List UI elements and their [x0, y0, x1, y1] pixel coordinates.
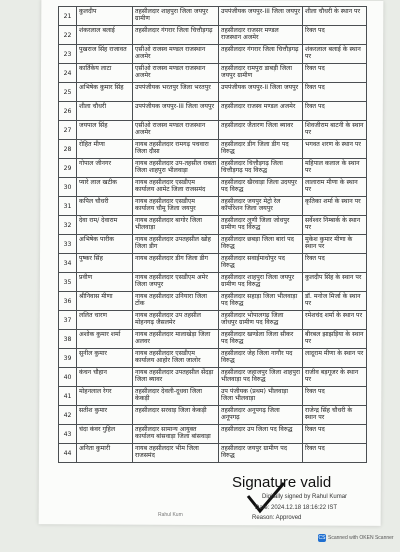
cell-name: कार्तिकेय लाटा [77, 64, 133, 83]
cell-new-post: तहसीलदार छबड़ा जिला बारां पद विरुद्ध [219, 235, 303, 254]
cell-new-post: तहसीलदार सहाड़ा जिला भीलवाड़ा पद विरुद्ध [219, 292, 303, 311]
cell-remark: रिक्त पद [303, 387, 367, 406]
cell-name: सतीश कुमार [77, 406, 133, 425]
cell-current-post: नायब तहसीलदार बागोर जिला भीलवाड़ा [133, 216, 219, 235]
cell-new-post: तहसीलदार भोपालगढ़ जिला जोधपुर ग्रामीण पद विरुद्ध [219, 311, 303, 330]
cell-name: चंदा कंवर गुहिल [77, 425, 133, 444]
cell-number: 37 [59, 311, 77, 330]
cell-name: अभिषेक कुमार सिंह [77, 83, 133, 102]
cell-new-post: उपपंजीयक जयपुर-III जिला जयपुर [219, 7, 303, 26]
cell-number: 36 [59, 292, 77, 311]
cell-number: 24 [59, 64, 77, 83]
cell-current-post: नायब तहसीलदार एसडीएम कार्यालय आमेट जिला राजसमंद [133, 178, 219, 197]
cell-new-post: तहसीलदार सवाईमाधोपुर पद विरुद्ध [219, 254, 303, 273]
signature-date: Date: 2024.12.18 18:16:22 IST [255, 505, 338, 511]
cell-number: 44 [59, 444, 77, 463]
cell-new-post: तहसीलदार उप जिला पद विरुद्ध [219, 425, 303, 444]
cell-new-post: उपपंजीयक जयपुर-II जिला जयपुर [219, 83, 303, 102]
cell-current-post: नायब तहसीलदार भीम जिला राजसमंद [133, 444, 219, 463]
cell-remark: शिवजीराम बाटनी के स्थान पर [303, 121, 367, 140]
cell-name: शीला चौधरी [77, 102, 133, 121]
cell-remark: रिक्त पद [303, 83, 367, 102]
cell-name: अशोक कुमार शर्मा [77, 330, 133, 349]
cell-number: 40 [59, 368, 77, 387]
table-row [59, 330, 367, 349]
cell-new-post: तहसीलदार जैतारण जिला ब्यावर [219, 121, 303, 140]
cell-remark: रिक्त पद [303, 444, 367, 463]
cell-number: 39 [59, 349, 77, 368]
cell-name: गोपाल जीनगर [77, 159, 133, 178]
table-row [59, 406, 367, 425]
cell-remark: रिक्त पद [303, 254, 367, 273]
cell-new-post: तहसीलदार डीग जिला डीग पद विरुद्ध [219, 140, 303, 159]
cell-current-post: नायब तहसीलदार उप तहसील मोहनगढ़ जैसलमेर [133, 311, 219, 330]
cell-remark: महिपाल कलाल के स्थान पर [303, 159, 367, 178]
cell-name: अभिषेक पारीक [77, 235, 133, 254]
cell-current-post: तहसीलदार शाहपुरा जिला जयपुर ग्रामीण [133, 7, 219, 26]
cell-name: कुलदीप [77, 7, 133, 26]
cell-name: पुखराज सिंह राजावत [77, 45, 133, 64]
table-row [59, 45, 367, 64]
cell-current-post: एसीओ राजस्व मण्डल राजस्थान अजमेर [133, 45, 219, 64]
table-row [59, 387, 367, 406]
cell-remark: कुलदीप सिंह के स्थान पर [303, 273, 367, 292]
cell-new-post: तहसीलदार खैरवाड़ा जिला उदयपुर पद विरुद्ध [219, 178, 303, 197]
signature-reason: Reason: Approved [252, 515, 302, 521]
cell-number: 28 [59, 140, 77, 159]
table-row [59, 178, 367, 197]
cell-remark: भगवत शरण के स्थान पर [303, 140, 367, 159]
table-row [59, 254, 367, 273]
cell-remark: लालाराम मीणा के स्थान पर [303, 178, 367, 197]
cell-remark: सर्वेश्वर निम्बार्क के स्थान पर [303, 216, 367, 235]
cell-new-post: तहसीलदार जेह जिला नागौर पद विरुद्ध [219, 349, 303, 368]
cell-current-post: तहसीलदार सामान्य आयुक्त कार्यालय बांसवाड़ा जिला बांसवाड़ा [133, 425, 219, 444]
cell-number: 22 [59, 26, 77, 45]
cell-name: देवा राम/ देवाराम [77, 216, 133, 235]
cell-number: 29 [59, 159, 77, 178]
cell-new-post: तहसीलदार चित्तौड़गढ़ जिला चित्तौड़गढ़ पद विरुद्ध [219, 159, 303, 178]
cell-remark: बीरबल झाझड़िया के स्थान पर [303, 330, 367, 349]
cell-current-post: नायब तहसीलदार रामगढ़ पचवारा जिला दौसा [133, 140, 219, 159]
cell-name: अनिता कुमारी [77, 444, 133, 463]
cell-number: 25 [59, 83, 77, 102]
cell-name: प्रवीण [77, 273, 133, 292]
cell-new-post: तहसीलदार खण्डेला जिला सीकर पद विरुद्ध [219, 330, 303, 349]
cell-number: 23 [59, 45, 77, 64]
table-row [59, 311, 367, 330]
signature-valid-title: Signature valid [232, 474, 332, 491]
cell-name: प्यारे लाल खटीक [77, 178, 133, 197]
table-row [59, 197, 367, 216]
cell-new-post: तहसीलदार राजसर मण्डल राजस्थान अजमेर [219, 26, 303, 45]
cell-number: 42 [59, 406, 77, 425]
cell-number: 41 [59, 387, 77, 406]
cell-current-post: नायब तहसीलदार एसडीएम कार्यालय आहोर जिला जालोर [133, 349, 219, 368]
table-row [59, 64, 367, 83]
cell-new-post: तहसीलदार शाहपुरा जिला जयपुर ग्रामीण पद विरुद्ध [219, 273, 303, 292]
table-row [59, 83, 367, 102]
cell-remark: रिक्त पद [303, 26, 367, 45]
cell-current-post: नायब तहसीलदार उनियारा जिला टोंक [133, 292, 219, 311]
cell-new-post: तहसीलदार जयपुर मेट्रो रेल कॉर्पोरेशन जिला जयपुर [219, 197, 303, 216]
cell-number: 21 [59, 7, 77, 26]
cell-remark: शंकरलाल बलाई के स्थान पर [303, 45, 367, 64]
table-row [59, 159, 367, 178]
table-row [59, 368, 367, 387]
cell-current-post: एसीओ राजस्व मण्डल राजस्थान अजमेर [133, 64, 219, 83]
table-row [59, 140, 367, 159]
table-row [59, 273, 367, 292]
watermark-text: Rahul Kum [158, 512, 183, 518]
signature-signer: Digitally signed by Rahul Kumar [262, 494, 348, 500]
cell-current-post: नायब तहसीलदार डीग जिला डीग [133, 254, 219, 273]
cell-remark: लादूराम मीणा के स्थान पर [303, 349, 367, 368]
cell-number: 32 [59, 216, 77, 235]
table-row [59, 102, 367, 121]
cell-remark: शीला चौधरी के स्थान पर [303, 7, 367, 26]
cell-current-post: नायब तहसीलदार उपतहसील सेंदड़ा जिला ब्यावर [133, 368, 219, 387]
cell-number: 34 [59, 254, 77, 273]
cell-current-post: उपपंजीयक जयपुर-III जिला जयपुर [133, 102, 219, 121]
table-row [59, 444, 367, 463]
cell-current-post: उपपंजीयक भरतपुर जिला भरतपुर [133, 83, 219, 102]
cell-number: 31 [59, 197, 77, 216]
table-row [59, 425, 367, 444]
cell-current-post: तहसीलदार देवली-दूधवा जिला केकड़ी [133, 387, 219, 406]
table-row [59, 121, 367, 140]
table-row [59, 26, 367, 45]
cell-name: रोहित मीणा [77, 140, 133, 159]
cell-name: कंचन चौहान [77, 368, 133, 387]
cell-current-post: नायब तहसीलदार एसडीएम कार्यालय चौमू जिला जयपुर [133, 197, 219, 216]
cell-current-post: एसीओ राजस्व मण्डल राजस्थान अजमेर [133, 121, 219, 140]
cell-remark: रिक्त पद [303, 425, 367, 444]
cell-remark: डॉ. मनोज मिर्जा के स्थान पर [303, 292, 367, 311]
cell-current-post: नायब तहसीलदार उप-तहसील राबता जिला शाहपुरा भीलवाड़ा [133, 159, 219, 178]
cell-number: 38 [59, 330, 77, 349]
cell-new-post: तहसीलदार राजस्व मण्डल अजमेर [219, 102, 303, 121]
cell-new-post: तहसीलदार जयपुर ग्रामीण पद विरुद्ध [219, 444, 303, 463]
scanner-credit-text: Scanned with OKEN Scanner [328, 535, 394, 541]
cell-new-post: तहसीलदार गंगरार जिला चित्तौड़गढ़ [219, 45, 303, 64]
cell-current-post: नायब तहसीलदार एसडीएम अमेर जिला जयपुर [133, 273, 219, 292]
table-row [59, 216, 367, 235]
cell-number: 30 [59, 178, 77, 197]
cell-new-post: उप पंजीयक (प्रथम) भीलवाड़ा जिला भीलवाड़ा [219, 387, 303, 406]
cell-remark: रिक्त पद [303, 102, 367, 121]
cell-number: 43 [59, 425, 77, 444]
cell-new-post: तहसीलदार जहाजपुर जिला शाहपुरा भीलवाड़ा पद विरुद्ध [219, 368, 303, 387]
cell-current-post: नायब तहसीलदार मालाखेड़ा जिला अलवर [133, 330, 219, 349]
table-row [59, 7, 367, 26]
cell-name: सुनील कुमार [77, 349, 133, 368]
cell-name: ललित चारण [77, 311, 133, 330]
cell-number: 26 [59, 102, 77, 121]
cell-current-post: नायब तहसीलदार उपतहसील खोह जिला डीग [133, 235, 219, 254]
cell-name: श्रीनिवास मीणा [77, 292, 133, 311]
scanner-credit [318, 534, 394, 542]
scanner-logo-icon: CS [318, 535, 326, 541]
cell-name: जयपाल सिंह [77, 121, 133, 140]
cell-name: शंकरलाल बलाई [77, 26, 133, 45]
cell-remark: राजेन्द्र सिंह चौधरी के स्थान पर [303, 406, 367, 425]
table-row [59, 235, 367, 254]
cell-name: कपिल चौधरी [77, 197, 133, 216]
cell-name: मोहनलाल रेगर [77, 387, 133, 406]
cell-remark: मुकेश कुमार मीणा के स्थान पर [303, 235, 367, 254]
cell-number: 27 [59, 121, 77, 140]
cell-new-post: तहसीलदार रामपुरा डाबड़ी जिला जयपुर ग्रामीण [219, 64, 303, 83]
cell-name: पुष्कर सिंह [77, 254, 133, 273]
cell-new-post: तहसीलदार अनूपगढ़ जिला अनूपगढ़ [219, 406, 303, 425]
cell-current-post: तहसीलदार गंगरार जिला चित्तौड़गढ़ [133, 26, 219, 45]
cell-remark: राजीव बड़गूजर के स्थान पर [303, 368, 367, 387]
table-row [59, 292, 367, 311]
cell-new-post: तहसीलदार लूणी जिला जोधपुर ग्रामीण पद विरुद्ध [219, 216, 303, 235]
cell-remark: रिक्त पद [303, 64, 367, 83]
cell-current-post: तहसीलदार सरवाड़ जिला केकड़ी [133, 406, 219, 425]
cell-number: 33 [59, 235, 77, 254]
transfer-table [58, 6, 367, 463]
cell-remark: रमेशचंद शर्मा के स्थान पर [303, 311, 367, 330]
table-row [59, 349, 367, 368]
cell-number: 35 [59, 273, 77, 292]
cell-remark: कृतिका शर्मा के स्थान पर [303, 197, 367, 216]
